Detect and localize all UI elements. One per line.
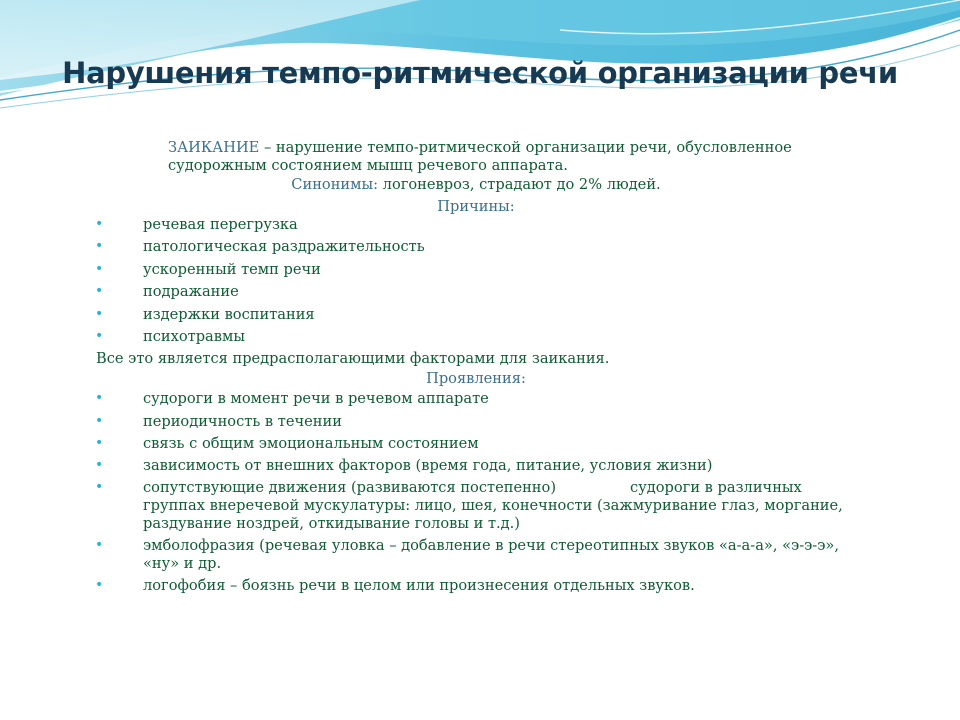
list-item: • эмболофразия (речевая уловка – добавление в речи стереотипных звуков «а-а-а», «э-э-э», «ну» и др. — [95, 537, 839, 573]
bullet-icon: • — [95, 327, 104, 344]
signs-heading: Проявления: — [426, 370, 526, 388]
slide-body — [96, 139, 856, 600]
list-item: • периодичность в течении — [95, 412, 342, 430]
list-item: • подражание — [95, 283, 239, 301]
bullet-icon: • — [95, 305, 104, 322]
signs-list — [96, 390, 856, 595]
definition-text: – нарушение темпо-ритмической организации речи, обусловленное судорожным состоянием мышц речевого аппарата. — [168, 139, 792, 174]
definition-term: ЗАИКАНИЕ — [168, 139, 260, 156]
list-item: • судороги в момент речи в речевом аппарате — [95, 390, 489, 408]
bullet-icon: • — [95, 238, 104, 255]
causes-heading: Причины: — [437, 198, 515, 215]
summary-text: Все это является предрасполагающими факторами для заикания. — [96, 350, 610, 368]
list-item: • патологическая раздражительность — [95, 238, 425, 256]
causes-list — [96, 216, 856, 346]
bullet-icon: • — [95, 216, 104, 232]
slide-title: Нарушения темпо-ритмической организации речи — [62, 56, 898, 90]
list-item: • связь с общим эмоциональным состоянием — [95, 434, 479, 452]
bullet-icon: • — [95, 537, 104, 554]
sign-continuation: судороги в различных группах внеречевой мускулатуры: лицо, шея, конечности (зажмуривание глаз, моргание, раздувание ноздрей, откидывание головы и т.д.) — [143, 479, 843, 533]
bullet-icon: • — [95, 390, 104, 407]
list-item: • сопутствующие движения (развиваются постепенно) судороги в различных группах внеречевой мускулатуры: лицо, шея, конечности (зажмуривание глаз, моргание, раздувание ноздрей, откидывание головы и т.д.) — [95, 479, 843, 533]
bullet-icon: • — [95, 260, 104, 277]
synonyms-text: логоневроз, страдают до 2% людей. — [378, 176, 661, 193]
synonyms-label: Синонимы: — [291, 176, 379, 193]
list-item: • издержки воспитания — [95, 305, 315, 323]
synonyms — [96, 176, 856, 194]
list-item: • речевая перегрузка — [95, 216, 298, 233]
bullet-icon: • — [95, 577, 104, 594]
list-item: • психотравмы — [95, 327, 245, 345]
bullet-icon: • — [95, 456, 104, 473]
bullet-icon: • — [95, 412, 104, 429]
list-item: • ускоренный темп речи — [95, 260, 321, 278]
bullet-icon: • — [95, 283, 104, 300]
list-item: • логофобия – боязнь речи в целом или произнесения отдельных звуков. — [95, 577, 695, 595]
bullet-icon: • — [95, 479, 104, 496]
bullet-icon: • — [95, 434, 104, 451]
list-item: • зависимость от внешних факторов (время года, питание, условия жизни) — [95, 456, 713, 474]
definition — [168, 139, 816, 175]
